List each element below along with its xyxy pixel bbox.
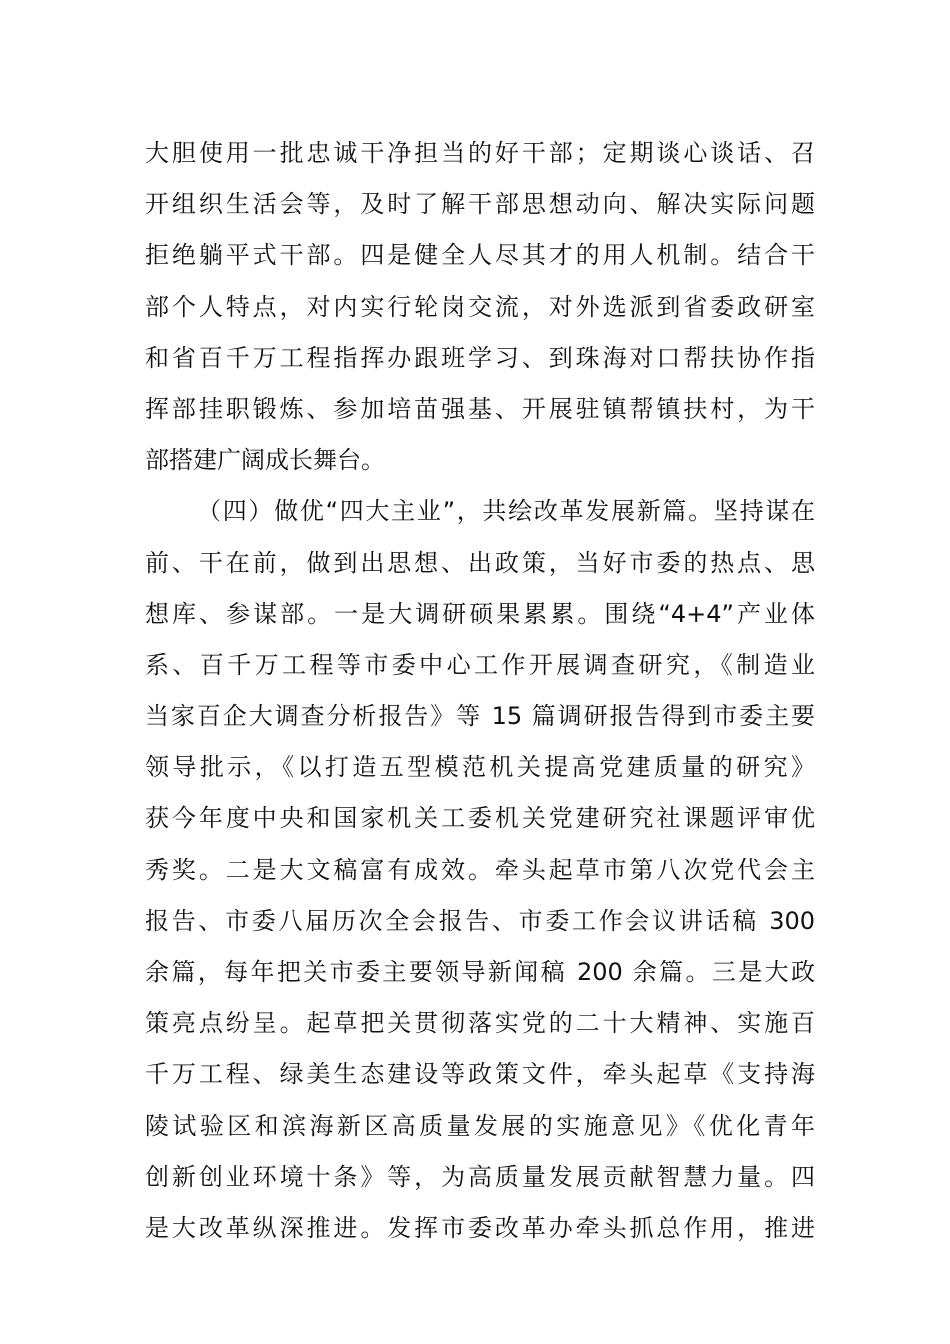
paragraph-first-line: （四）做优“四大主业”，共绘改革发展新篇。坚持谋在 xyxy=(197,497,815,526)
text-line: 挥部挂职锻炼、参加培苗强基、开展驻镇帮镇扶村，为干 xyxy=(145,394,815,423)
text-line: 前、干在前，做到出思想、出政策，当好市委的热点、思 xyxy=(145,548,815,577)
text-line: 想库、参谋部。一是大调研硕果累累。围绕“4+4”产业体 xyxy=(145,599,815,628)
text-line: 系、百千万工程等市委中心工作开展调查研究，《制造业 xyxy=(145,650,815,679)
text-line: 策亮点纷呈。起草把关贯彻落实党的二十大精神、实施百 xyxy=(145,1009,815,1038)
text-line: 获今年度中央和国家机关工委机关党建研究社课题评审优 xyxy=(145,804,815,833)
text-line: 和省百千万工程指挥办跟班学习、到珠海对口帮扶协作指 xyxy=(145,343,815,372)
text-line: 余篇，每年把关市委主要领导新闻稿 200 余篇。三是大政 xyxy=(145,958,815,986)
text-line: 大胆使用一批忠诚干净担当的好干部；定期谈心谈话、召 xyxy=(145,139,815,167)
text-line: 创新创业环境十条》等，为高质量发展贡献智慧力量。四 xyxy=(145,1162,815,1191)
text-line: 开组织生活会等，及时了解干部思想动向、解决实际问题 xyxy=(145,190,815,219)
text-line: 秀奖。二是大文稿富有成效。牵头起草市第八次党代会主 xyxy=(145,855,815,884)
text-line: 领导批示，《以打造五型模范机关提高党建质量的研究》 xyxy=(145,753,815,782)
text-line: 陵试验区和滨海新区高质量发展的实施意见》《优化青年 xyxy=(145,1111,815,1140)
body-text xyxy=(145,128,815,1254)
text-line: 拒绝躺平式干部。四是健全人尽其才的用人机制。结合干 xyxy=(145,241,815,270)
text-line: 部个人特点，对内实行轮岗交流，对外选派到省委政研室 xyxy=(145,292,815,321)
text-line: 是大改革纵深推进。发挥市委改革办牵头抓总作用，推进 xyxy=(145,1213,815,1242)
text-line: 部搭建广阔成长舞台。 xyxy=(145,446,385,475)
text-line: 报告、市委八届历次全会报告、市委工作会议讲话稿 300 xyxy=(145,906,815,935)
text-line: 当家百企大调查分析报告》等 15 篇调研报告得到市委主要 xyxy=(145,702,815,731)
text-line: 千万工程、绿美生态建设等政策文件，牵头起草《支持海 xyxy=(145,1060,815,1089)
